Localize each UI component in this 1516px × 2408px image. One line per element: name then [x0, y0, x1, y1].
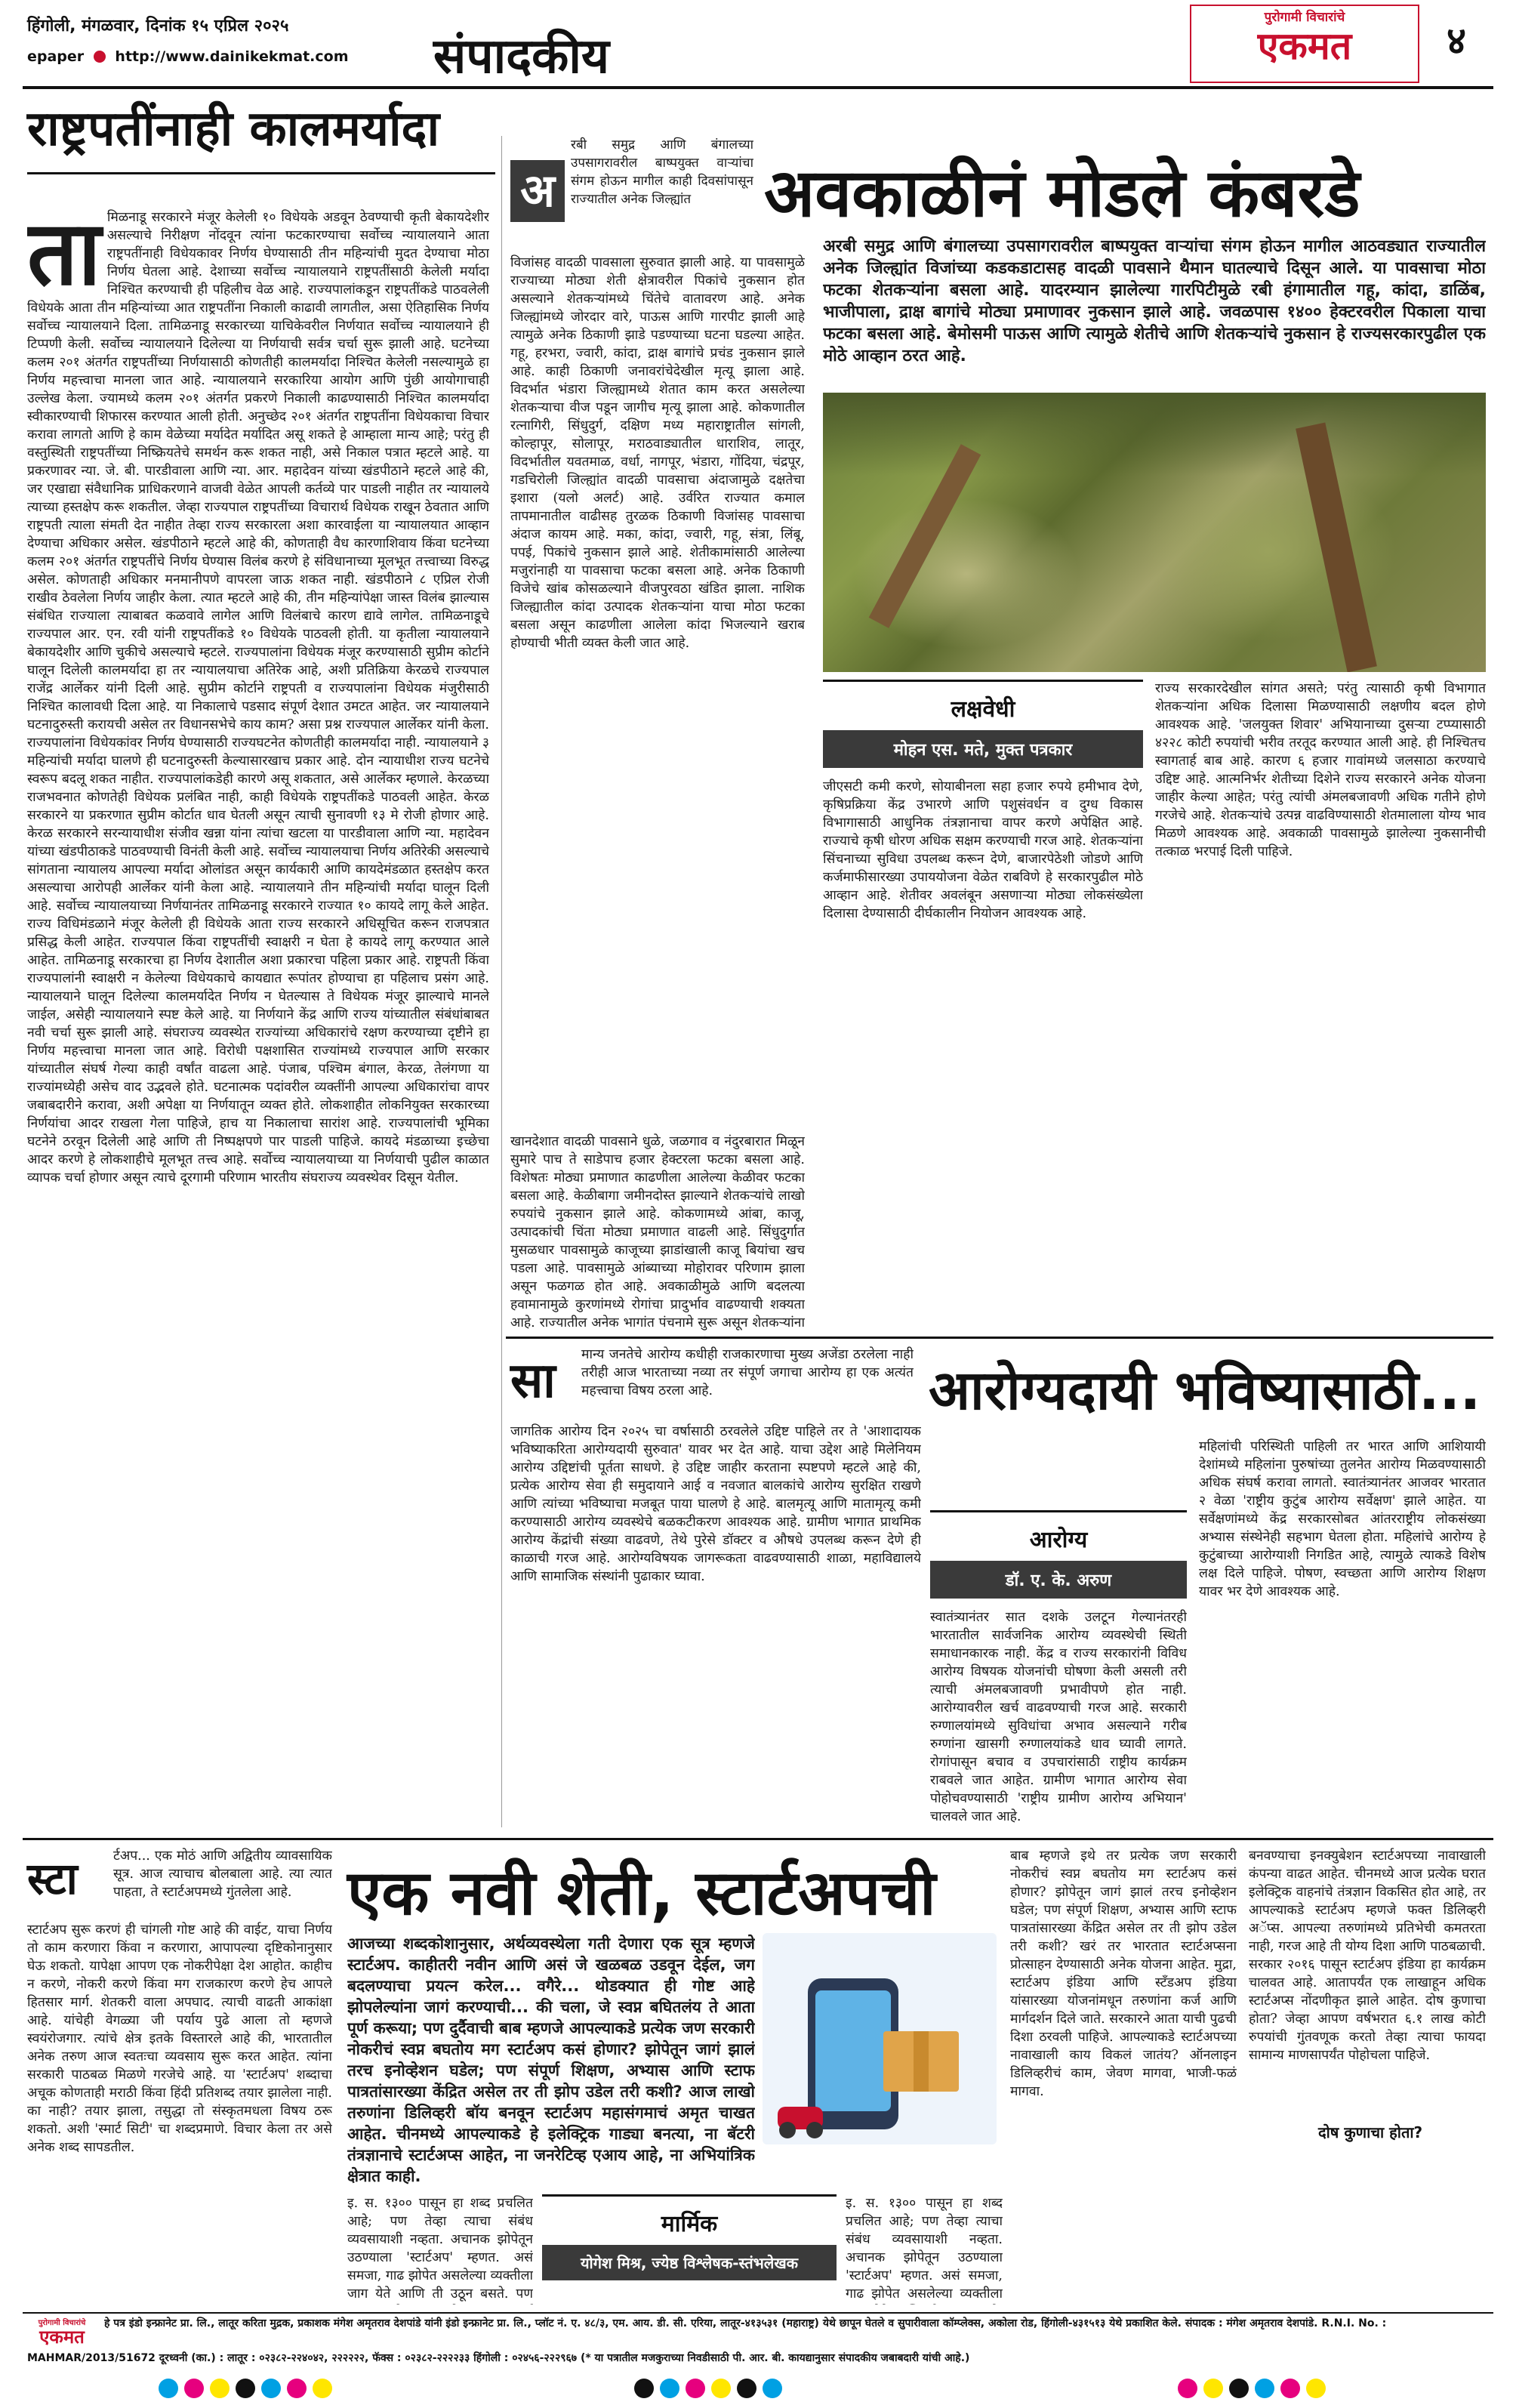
lead-col4: जीएसटी कमी करणे, सोयाबीनला सहा हजार रुपये हमीभाव देणे, कृषिप्रक्रिया केंद्र उभारणे आणि पशुसंवर्धन व दुग्ध विकास विभागासाठी आधुनिक तंत्रज्ञानाचा वापर करणे अपेक्षित आहे. राज्याचे कृषी धोरण अधिक सक्षम करण्याची गरज आहे. शेतकऱ्यांना सिंचनाच्या सुविधा उपलब्ध करून देणे, बाजारपेठेशी जोडणे आणि कर्जमाफीसारख्या उपाययोजना वेळेत राबविणे हे सरकारपुढील मोठे आव्हान आहे. शेतीवर अवलंबून असणाऱ्या मोठ्या लोकसंख्येला दिलासा देण्यासाठी दीर्घकालीन नियोजन आवश्यक आहे.	[823, 779, 1143, 921]
health-col3: महिलांची परिस्थिती पाहिली तर भारत आणि आशियायी देशांमध्ये महिलांना पुरुषांच्या तुलनेत आरोग्य मिळवण्यासाठी अधिक संघर्ष करावा लागतो. स्वातंत्र्यानंतर आजवर भारतात २ वेळा 'राष्ट्रीय कुटुंब आरोग्य सर्वेक्षण' झाले आहेत. या सर्वेक्षणांमध्ये केंद्र सरकारसोबत आंतरराष्ट्रीय लोकसंख्या अभ्यास संस्थेनेही सहभाग घेतला होता. महिलांचे आरोग्य हे कुटुंबाच्या आरोग्याशी निगडित आहे, त्यामुळे त्याकडे विशेष लक्ष दिले पाहिजे. पोषण, स्वच्छता आणि आरोग्य शिक्षण यावर भर देणे आवश्यक आहे.	[1199, 1439, 1486, 1599]
startup-dropcap: स्टा	[27, 1853, 78, 1904]
health-headline: आरोग्यदायी भविष्यासाठी...	[929, 1358, 1481, 1422]
startup-col4: बनवण्याचा इनक्युबेशन स्टार्टअपच्या नावाखाली कंपन्या वाढत आहेत. चीनमध्ये आज प्रत्येक घरात इलेक्ट्रिक वाहनांचे तंत्रज्ञान विकसित होत आहे, तर आपल्याकडे स्टार्टअप म्हणजे फक्त डिलिव्हरी अॅप्स. आपल्या तरुणांमध्ये प्रतिभेची कमतरता नाही, गरज आहे ती योग्य दिशा आणि पाठबळाची. सरकार २०१६ पासून स्टार्टअप इंडिया हा कार्यक्रम चालवत आहे. आतापर्यंत एक लाखाहून अधिक स्टार्टअप्स नोंदणीकृत झाले आहेत. दोष कुणाचा होता? जेव्हा आपण वर्षभरात ६.१ लाख कोटी रुपयांची गुंतवणूक करतो तेव्हा त्याचा फायदा सामान्य माणसापर्यंत पोहोचला पाहिजे.	[1249, 1848, 1486, 2063]
brand-name: एकमत	[1257, 24, 1352, 68]
health-col2: स्वातंत्र्यानंतर सात दशके उलटून गेल्यानंतरही भारतातील सार्वजनिक आरोग्य व्यवस्थेची स्थिती समाधानकारक नाही. केंद्र व राज्य सरकारांनी विविध आरोग्य विषयक योजनांची घोषणा केली असली तरी त्याची अंमलबजावणी प्रभावीपणे होत नाही. आरोग्यावरील खर्च वाढवण्याची गरज आहे. सरकारी रुग्णालयांमध्ये सुविधांचा अभाव असल्याने गरीब रुग्णांना खासगी रुग्णालयांकडे धाव घ्यावी लागते. रोगांपासून बचाव व उपचारांसाठी राष्ट्रीय कार्यक्रम राबवले जात आहेत. ग्रामीण भागात आरोग्य सेवा पोहोचवण्यासाठी 'राष्ट्रीय ग्रामीण आरोग्य अभियान' चालवले जात आहे.	[930, 1610, 1187, 1824]
section-rule-1	[506, 1337, 1493, 1339]
registration-bar-left	[159, 2379, 430, 2398]
editorial-headline-rule	[27, 172, 495, 174]
brand-tagline: पुरोगामी विचारांचे	[1264, 10, 1345, 25]
footer-brand-tagline: पुरोगामी विचारांचे	[38, 2319, 86, 2327]
health-label-title: आरोग्य	[930, 1510, 1187, 1561]
delivery-illustration	[763, 1933, 997, 2144]
page-number: ४	[1447, 19, 1466, 63]
lead-label-title: लक्षवेधी	[823, 680, 1143, 730]
lead-col3: राज्य सरकारदेखील सांगत असते; परंतु त्यासाठी कृषी विभागात शेतकऱ्यांना अधिक दिलासा मिळण्यासाठी लक्षणीय बदल होणे आवश्यक आहे. 'जलयुक्त शिवार' अभियानाच्या दुसऱ्या टप्प्यासाठी ४२२८ कोटी रुपयांची भरीव तरतूद करण्यात आली आहे. ही निश्चितच स्वागतार्ह बाब आहे. कारण ६ हजार गावांमध्ये जलसाठा करण्याचे उद्दिष्ट आहे. आत्मनिर्भर शेतीच्या दिशेने राज्य सरकारने अनेक योजना जाहीर केल्या आहेत; परंतु त्यांची अंमलबजावणी अधिक गतीने होणे गरजेचे आहे. शेतकऱ्यांचे उत्पन्न वाढविण्यासाठी शेतमालाला योग्य भाव मिळणे आवश्यक आहे. अवकाळी पावसामुळे झालेल्या नुकसानीची तत्काळ भरपाई दिली पाहिजे.	[1155, 681, 1486, 859]
editorial-text: मिळनाडू सरकारने मंजूर केलेली १० विधेयके अडवून ठेवण्याची कृती बेकायदेशीर असल्याचे निरीक्षण नोंदवून त्यांना फटकारण्याचा सर्वोच्च न्यायालयाने आता राष्ट्रपतींनाही विधेयकावर निर्णय घेण्यासाठी तीन महिन्यांची मुदत देण्याचा मोठा निर्णय घेतला आहे. देशाच्या सर्वोच्च न्यायालयाने राष्ट्रपतींसाठी केलेली मर्यादा निश्चित करण्याची ही पहिलीच वेळ आहे. राज्यपालांकडून राष्ट्रपतींकडे पाठवलेली विधेयके आता तीन महिन्यांच्या आत राष्ट्रपतींना निकाली काढावी लागतील, असा ऐतिहासिक निर्णय सर्वोच्च न्यायालयाने दिला. तामिळनाडू सरकारच्या याचिकेवरील निर्णयात सर्वोच्च न्यायालयाने ही टिप्पणी केली. सर्वोच्च न्यायालयाने दिलेल्या या निर्णयाची सर्वत्र चर्चा सुरू झाली आहे. घटनेच्या कलम २०१ अंतर्गत राष्ट्रपतींच्या निर्णयासाठी कोणतीही कालमर्यादा निश्चित केलेली नसल्यामुळे हा निर्णय महत्त्वाचा मानला जात आहे. न्यायालयाने सरकारिया आयोग आणि पुंछी आयोगाचाही उल्लेख केला. ज्यामध्ये कलम २०१ अंतर्गत प्रकरणे निकाली काढण्यासाठी निश्चित कालमर्यादा स्वीकारण्याची शिफारस करण्यात आली होती. अनुच्छेद २०१ अंतर्गत राष्ट्रपतींना विधेयकाचा विचार करावा लागतो आणि हे काम वेळेच्या मर्यादेत मर्यादित असू शकते हे आम्हाला मान्य आहे; परंतु ही वस्तुस्थिती राष्ट्रपतींच्या निष्क्रियतेचे समर्थन करू शकत नाही, असे निकाल पत्रात म्हटले आहे. या प्रकरणावर न्या. जे. बी. पारडीवाला आणि न्या. आर. महादेवन यांच्या खंडपीठाने म्हटले आहे की, जर एखाद्या संवैधानिक प्राधिकरणाने वाजवी वेळेत आपली कर्तव्ये पार पाडली नाहीत तर न्यायालये त्याच्या हस्तक्षेप करू शकतील. जेव्हा राज्यपाल राष्ट्रपतींच्या विचारार्थ विधेयक राखून ठेवतात आणि राष्ट्रपती त्याला संमती देत नाहीत तेव्हा राज्य सरकारला अशा कारवाईला या न्यायालयात आव्हान देण्याचा अधिकार असेल. खंडपीठाने म्हटले आहे की, कोणताही वैध कारणाशिवाय किंवा घटनेच्या कलम २०१ अंतर्गत राष्ट्रपतींचे निर्णय घेण्यास विलंब करणे हे संविधानाच्या मूलभूत तत्त्वाच्या विरुद्ध असेल. कोणताही अधिकार मनमानीपणे वापरला जाऊ शकत नाही. खंडपीठाने ८ एप्रिल रोजी राखीव ठेवलेला निर्णय जाहीर केला. त्यात म्हटले आहे की, तीन महिन्यांपेक्षा जास्त विलंब झाल्यास संबंधित राज्याला त्याबाबत कळवावे लागेल आणि विलंबाचे कारण द्यावे लागेल. तामिळनाडूचे राज्यपाल आर. एन. रवी यांनी राष्ट्रपतींकडे १० विधेयके पाठवली होती. या कृतीला न्यायालयाने बेकायदेशीर आणि चुकीचे असल्याचे म्हटले. राज्यपालांना विधेयक मंजूर करण्यासाठी सुप्रीम कोर्टाने घालून दिलेली कालमर्यादा हा तर न्यायालयाचा अतिरेक आहे, अशी प्रतिक्रिया केरळचे राज्यपाल राजेंद्र आर्लेकर यांनी दिली आहे. सुप्रीम कोर्टाने राष्ट्रपती व राज्यपालांना विधेयक मंजुरीसाठी निश्चित कालावधी दिला आहे. या निकालाचे पडसाद संपूर्ण देशात उमटत आहेत. जर न्यायालयाने घटनादुरुस्ती करायची असेल तर विधानसभेचे काय काम? असा प्रश्न राज्यपाल आर्लेकर यांनी केला. राज्यपालांना विधेयकांवर निर्णय घेण्यासाठी राज्यघटनेत कोणतीही कालमर्यादा नाही. न्यायालयाने ३ महिन्यांची मर्यादा घालणे ही घटनादुरुस्ती केल्यासारखाच प्रकार आहे. दोन न्यायाधीश राज्य घटनेचे स्वरूप बदलू शकत नाहीत. राज्यपालांकडेही कारणे असू शकतात, असे आर्लेकर म्हणाले. केरळच्या राजभवनात कोणतेही विधेयक प्रलंबित नाही, काही विधेयके राष्ट्रपतींकडे पाठवली आहेत. केरळ सरकारने या प्रकरणात सुप्रीम कोर्टात धाव घेतली असून त्याची सुनावणी १३ मे रोजी होणार आहे. केरळ सरकारने सरन्यायाधीश संजीव खन्ना यांना त्यांचा खटला या पारडीवाला आणि न्या. महादेवन यांच्या खंडपीठाकडे पाठवण्याची विनंती केली आहे. सर्वोच्च न्यायालयाचा निर्णय अतिरेकी असल्याचे सांगताना न्यायालय आपल्या मर्यादा ओलांडत असून कार्यकारी आणि कायदेमंडळात हस्तक्षेप करत असल्याचा आरोपही आर्लेकर यांनी केला आहे. न्यायालयाने तीन महिन्यांची मर्यादा घालून दिली आहे. सर्वोच्च न्यायालयाच्या निर्णयानंतर तामिळनाडू सरकारने राज्यात १० कायदे लागू केले आहेत. राज्य विधिमंडळाने मंजूर केलेली ही विधेयके आता राज्य सरकारने अधिसूचित करून राजपत्रात प्रसिद्ध केली आहेत. राज्यपाल किंवा राष्ट्रपतींची स्वाक्षरी न घेता हे कायदे लागू करण्यात आले आहेत. तामिळनाडू सरकारचा हा निर्णय देशातील अशा प्रकारचा पहिला प्रकार आहे. राष्ट्रपती किंवा राज्यपालांनी स्वाक्षरी न केलेल्या विधेयकाचे कायद्यात रूपांतर होण्याचा हा पहिलाच प्रसंग आहे. न्यायालयाने घालून दिलेल्या कालमर्यादेत निर्णय न घेतल्यास ते विधेयक मंजूर झाल्याचे मानले जाईल, असेही न्यायालयाने स्पष्ट केले आहे. या निर्णयाने केंद्र आणि राज्य यांच्यातील संबंधांबाबत नवी चर्चा सुरू झाली आहे. संघराज्य व्यवस्थेत राज्यांच्या अधिकारांचे रक्षण करण्याच्या दृष्टीने हा निर्णय महत्त्वाचा मानला जात आहे. विरोधी पक्षशासित राज्यांमध्ये राज्यपाल आणि सरकार यांच्यातील संघर्ष गेल्या काही वर्षांत वाढला आहे. पंजाब, पश्चिम बंगाल, केरळ, तेलंगणा या राज्यांमध्येही असेच वाद उद्भवले होते. घटनात्मक पदांवरील व्यक्तींनी आपल्या अधिकारांचा वापर जबाबदारीने करावा, अशी अपेक्षा या निर्णयातून व्यक्त होते. लोकशाहीत लोकनियुक्त सरकारच्या निर्णयांचा आदर राखला गेला पाहिजे, हाच या निकालाचा सारांश आहे. राज्यपालांची भूमिका घटनेने ठरवून दिलेली आहे आणि ती निष्पक्षपणे पार पाडली पाहिजे. कायदे मंडळाच्या इच्छेचा आदर करणे हे लोकशाहीचे मूलभूत तत्त्व आहे. सर्वोच्च न्यायालयाच्या या निर्णयाची पुढील काळात व्यापक चर्चा होणार असून त्याचे दूरगामी परिणाम भारतीय संघराज्य व्यवस्थेवर दिसून येतील.	[27, 210, 489, 1186]
startup-col3: बाब म्हणजे इथे तर प्रत्येक जण सरकारी नोकरीचं स्वप्न बघतोय मग स्टार्टअप कसं होणार? झोपेतून जागं झालं तरच इनोव्हेशन घडेल; पण संपूर्ण शिक्षण, अभ्यास आणि स्टाफ पात्रतांसारख्या केंद्रित असेल तर ती झोप उडेल तरी कशी? खरं तर भारतात स्टार्टअप्सना प्रोत्साहन देण्यासाठी अनेक योजना आहेत. मुद्रा, स्टार्टअप इंडिया आणि स्टँडअप इंडिया यांसारख्या योजनांमधून तरुणांना कर्ज आणि मार्गदर्शन दिले जाते. सरकारने आता याची पुढची दिशा ठरवली पाहिजे. आपल्याकडे स्टार्टअपच्या नावाखाली काय विकलं जातंय? ऑनलाइन डिलिव्हरीचं काम, जेवण मागवा, भाजी-फळं मागवा.	[1010, 1848, 1237, 2099]
editorial-dropcap: ता	[27, 208, 101, 305]
startup-col1: स्टार्टअप सुरू करणं ही चांगली गोष्ट आहे की वाईट, याचा निर्णय तो काम करणारा किंवा न करणारा, आपापल्या दृष्टिकोनानुसार घेऊ शकतो. यापेक्षा आपण एक नोकरीपेक्षा देश आहोत. काहीच न करणे, नोकरी करणे किंवा मग राजकारण करणे हेच आपले हितसार मार्ग. शेतकरी वाला अपघाद. त्याची वाढती आकांक्षा आहे. यांचेही वेगळ्या जी पर्याय पुढे आला तो म्हणजे स्वयंरोजगार. त्यांचे क्षेत्र इतके विस्तारले आहे की, भारतातील अनेक तरुण आज स्वतःचा व्यवसाय सुरू करत आहेत. त्यांना सरकारी पाठबळ मिळणे गरजेचे आहे. या 'स्टार्टअप' शब्दाचा अचूक कोणताही मराठी किंवा हिंदी प्रतिशब्द तयार झालेला नाही. का नाही? तयार झाला, तसुद्धा तो संस्कृतमधला विषय ठरू शकतो. अशी 'स्मार्ट सिटी' चा शब्दप्रमाणे. विचार केला तर असे अनेक शब्द सापडतील.	[27, 1922, 332, 2155]
lead-intro: रबी समुद्र आणि बंगालच्या उपसागरावरील बाष्पयुक्त वाऱ्यांचा संगम होऊन मागील काही दिवसांपासून राज्यातील अनेक जिल्ह्यांत	[571, 137, 753, 207]
section-rule-2	[23, 1838, 1493, 1840]
health-intro: मान्य जनतेचे आरोग्य कधीही राजकारणाचा मुख्य अजेंडा ठरलेला नाही तरीही आज भारताच्या नव्या तर संपूर्ण जगाचा आरोग्य हा एक अत्यंत महत्त्वाचा विषय ठरला आहे.	[581, 1347, 914, 1398]
lead-label-author: मोहन एस. मते, मुक्त पत्रकार	[823, 730, 1143, 768]
editorial-headline: राष्ट्रपतींनाही कालमर्यादा	[27, 101, 440, 157]
registration-bar-mid	[634, 2379, 906, 2398]
lead-col1: विजांसह वादळी पावसाला सुरुवात झाली आहे. या पावसामुळे राज्याच्या मोठ्या शेती क्षेत्रावरील पिकांचे नुकसान होत असल्याने शेतकऱ्यांमध्ये चिंतेचे वातावरण आहे. अनेक जिल्ह्यांमध्ये जोरदार वारे, पाऊस आणि गारपीट झाली आहे त्यामुळे अनेक ठिकाणी झाडे पडण्याच्या घटना घडल्या आहेत. गहू, हरभरा, ज्वारी, कांदा, द्राक्ष बागांचे प्रचंड नुकसान झाले आहे. काही ठिकाणी जनावरांचेदेखील मृत्यू झाला आहे. विदर्भात भंडारा जिल्ह्यामध्ये शेतात काम करत असलेल्या शेतकऱ्याचा वीज पडून जागीच मृत्यू झाला आहे. कोकणातील रत्नागिरी, सिंधुदुर्ग, दक्षिण मध्य महाराष्ट्रातील सांगली, कोल्हापूर, सोलापूर, मराठवाड्यातील धाराशिव, लातूर, विदर्भातील यवतमाळ, वर्धा, नागपूर, भंडारा, गोंदिया, चंद्रपूर, गडचिरोली जिल्ह्यांत वादळी पावसाचा अंदाजामुळे दक्षतेचा इशारा (यलो अलर्ट) आहे. उर्वरित राज्यात कमाल तापमानातील वाढीसह तुरळक ठिकाणी विजांसह पावसाचा अंदाज कायम आहे. मका, कांदा, ज्वारी, गहू, संत्रा, लिंबू, पपई, पिकांचे नुकसान झाले आहे. शेतीकामांसाठी आलेल्या मजुरांनाही या पावसाचा फटका बसला आहे. अनेक ठिकाणी विजेचे खांब कोसळल्याने वीजपुरवठा खंडित झाला. नाशिक जिल्ह्यातील कांदा उत्पादक शेतकऱ्यांना याचा मोठा फटका बसला असून काढणीला आलेला कांदा भिजल्याने खराब होण्याची भीती व्यक्त केली जात आहे.	[510, 255, 805, 651]
column-divider-left	[501, 136, 502, 1827]
footer-imprint: हे पत्र इंडो इन्फ्रानेट प्रा. लि., लातूर करिता मुद्रक, प्रकाशक मंगेश अमृतराव देशपांडे यांनी इंडो इन्फ्रानेट प्रा. लि., प्लॉट नं. ए. ४८/३, एम. आय. डी. सी. एरिया, लातूर-४१३५३१ (महाराष्ट्र) येथे छापून घेतले व सुपारीवाला कॉम्प्लेक्स, अकोला रोड, हिंगोली-४३१५१३ येथे प्रकाशित केले. संपादक : मंगेश अमृतराव देशपांडे. R.N.I. No. :	[104, 2317, 1387, 2329]
health-col1: जागतिक आरोग्य दिन २०२५ चा वर्षासाठी ठरवलेले उद्दिष्ट पाहिले तर ते 'आशादायक भविष्याकरिता आरोग्यदायी सुरुवात' यावर भर देत आहे. याचा उद्देश आहे मिलेनियम आरोग्य उद्दिष्टांची पूर्तता साधणे. हे उद्दिष्ट जाहीर करताना स्पष्टपणे म्हटले आहे की, प्रत्येक आरोग्य सेवा ही समुदायाने आई व नवजात बालकांचे आरोग्य सुरक्षित राखणे आणि त्यांच्या भविष्याचा मजबूत पाया घालणे हे आहे. बालमृत्यू आणि मातामृत्यू कमी करण्यासाठी आरोग्य व्यवस्थेचे बळकटीकरण आवश्यक आहे. ग्रामीण भागात प्राथमिक आरोग्य केंद्रांची संख्या वाढवणे, तेथे पुरेसे डॉक्टर व औषधे उपलब्ध करून देणे ही काळाची गरज आहे. आरोग्यविषयक जागरूकता वाढवण्यासाठी शाळा, महाविद्यालये आणि सामाजिक संस्थांनी पुढाकार घ्यावा.	[510, 1424, 921, 1584]
startup-subhead: दोष कुणाचा होता?	[1314, 2122, 1427, 2142]
footer-brand-name: एकमत	[39, 2326, 85, 2348]
masthead-logo	[1190, 5, 1419, 83]
epaper-label: epaper	[27, 48, 85, 65]
section-title: संपादकीय	[433, 29, 610, 85]
health-label-author: डॉ. ए. के. अरुण	[930, 1561, 1187, 1599]
lead-headline: अवकाळीनं मोडले कंबरडे	[764, 154, 1360, 232]
startup-col2b: इ. स. १३०० पासून हा शब्द प्रचलित आहे; पण तेव्हा त्याचा संबंध व्यवसायाशी नव्हता. अचानक झोपेतून उठण्याला 'स्टार्टअप' म्हणत. असं समजा, गाढ झोपेत असलेल्या व्यक्तीला	[846, 2196, 1003, 2302]
lead-column-label	[823, 680, 1143, 770]
registration-bar-right	[1178, 2379, 1450, 2398]
lead-standfirst: अरबी समुद्र आणि बंगालच्या उपसागरावरील बाष्पयुक्त वाऱ्यांचा संगम होऊन मागील आठवड्यात राज्यातील अनेक जिल्ह्यांत विजांच्या कडकडाटासह वादळी पावसाने थैमान घातल्याचे दिसून आले. या पावसाचा मोठा फटका शेतकऱ्यांना बसला आहे. यादरम्यान झालेल्या गारपिटीमुळे रबी हंगामातील गहू, कांदा, डाळिंब, भाजीपाला, द्राक्ष बागांचे मोठ्या प्रमाणावर नुकसान झाले आहे. जवळपास १४०० हेक्टरवरील पिकाला याचा फटका बसला आहे. बेमोसमी पाऊस आणि त्यामुळे शेतीचे आणि शेतकऱ्यांचे नुकसान हे राज्यसरकारपुढील एक मोठे आव्हान ठरत आहे.	[823, 237, 1486, 365]
footer-regline: MAHMAR/2013/51672 दूरध्वनी (का.) : लातूर : ०२३८२-२२४०४२, २२२२२२, फॅक्स : ०२३८२-२२२२३३ हिंगोली : ०२४५६-२२२९६७ (* या पत्रातील मजकुराच्या निवडीसाठी पी. आर. बी. कायद्यानुसार संपादकीय जबाबदारी यांची आहे.)	[27, 2352, 970, 2364]
editorial-body	[27, 208, 489, 1845]
startup-col2: इ. स. १३०० पासून हा शब्द प्रचलित आहे; पण तेव्हा त्याचा संबंध व्यवसायाशी नव्हता. अचानक झोपेतून उठण्याला 'स्टार्टअप' म्हणत. असं समजा, गाढ झोपेत असलेल्या व्यक्तीला जाग येते आणि ती उठून बसते. पण	[347, 2196, 533, 2302]
health-column-label	[930, 1510, 1187, 1601]
epaper-url[interactable]: http://www.dainikekmat.com	[115, 48, 349, 65]
startup-standfirst: आजच्या शब्दकोशानुसार, अर्थव्यवस्थेला गती देणारा एक सूत्र म्हणजे स्टार्टअप. काहीतरी नवीन आणि असं जे खळबळ उडवून देईल, जग बदलण्याचा प्रयत्न करेल... वगैरे... थोडक्यात ही गोष्ट आहे झोपलेल्यांना जागं करण्याची... की चला, जे स्वप्न बघितलंय ते आता पूर्ण करूया; पण दुर्दैवाची बाब म्हणजे आपल्याकडे प्रत्येक जण सरकारी नोकरीचं स्वप्न बघतोय मग स्टार्टअप कसं होणार? झोपेतून जागं झालं तरच इनोव्हेशन घडेल; पण संपूर्ण शिक्षण, अभ्यास आणि स्टाफ पात्रतांसारख्या केंद्रित असेल तर ती झोप उडेल तरी कशी? आज लाखो तरुणांना डिलिव्हरी बॉय बनवून स्टार्टअप महासंगमाचं अमृत चाखत आहेत. चीनमध्ये आपल्याकडे हे इलेक्ट्रिक गाड्या बनत्या, ना बॅटरी तंत्रज्ञानाचे स्टार्टअप्स आहेत, ना जनरेटिव्ह एआय आहे, ना अभियांत्रिक क्षेत्रात काही.	[347, 1935, 755, 2185]
startup-label-author: योगेश मिश्र, ज्येष्ठ विश्लेषक-स्तंभलेखक	[542, 2245, 837, 2280]
health-dropcap: सा	[510, 1352, 556, 1409]
epaper-row[interactable]	[27, 48, 349, 65]
footer-rule	[23, 2312, 1493, 2314]
lead-col2: खानदेशात वादळी पावसाने धुळे, जळगाव व नंदुरबारात मिळून सुमारे पाच ते साडेपाच हजार हेक्टरला फटका बसला आहे. विशेषतः मोठ्या प्रमाणात काढणीला आलेल्या केळीवर फटका बसला आहे. केळीबागा जमीनदोस्त झाल्याने शेतकऱ्यांचे लाखो रुपयांचे नुकसान झाले आहे. कोकणामध्ये आंबा, काजू, उत्पादकांची चिंता मोठ्या प्रमाणात वाढली आहे. सिंधुदुर्गात मुसळधार पावसामुळे काजूच्या झाडांखाली काजू बियांचा खच पडला आहे. पावसामुळे आंब्याच्या मोहोरावर परिणाम झाला असून फळगळ होत आहे. अवकाळीमुळे आणि बदलत्या हवामानामुळे कुरणांमध्ये रोगांचा प्रादुर्भाव वाढण्याची शक्यता आहे. राज्यातील अनेक भागांत पंचनामे सुरू असून शेतकऱ्यांना	[510, 1134, 805, 1330]
lead-dropcap: अ	[520, 165, 555, 217]
dateline: हिंगोली, मंगळवार, दिनांक १५ एप्रिल २०२५	[27, 17, 289, 35]
globe-icon	[94, 51, 106, 63]
startup-column-label	[542, 2194, 837, 2285]
lead-dropcap-box	[510, 160, 565, 222]
startup-label-title: मार्मिक	[542, 2194, 837, 2245]
crop-damage-photo	[823, 393, 1486, 672]
footer-logo	[27, 2317, 97, 2351]
startup-intro: र्टअप... एक मोठं आणि अद्वितीय व्यावसायिक सूत्र. आज त्याचाच बोलबाला आहे. त्या त्यात पाहता, ते स्टार्टअपमध्ये गुंतलेला आहे.	[113, 1848, 332, 1900]
startup-headline: एक नवी शेती, स्टार्टअपची	[347, 1858, 936, 1929]
header-rule	[23, 86, 1493, 89]
